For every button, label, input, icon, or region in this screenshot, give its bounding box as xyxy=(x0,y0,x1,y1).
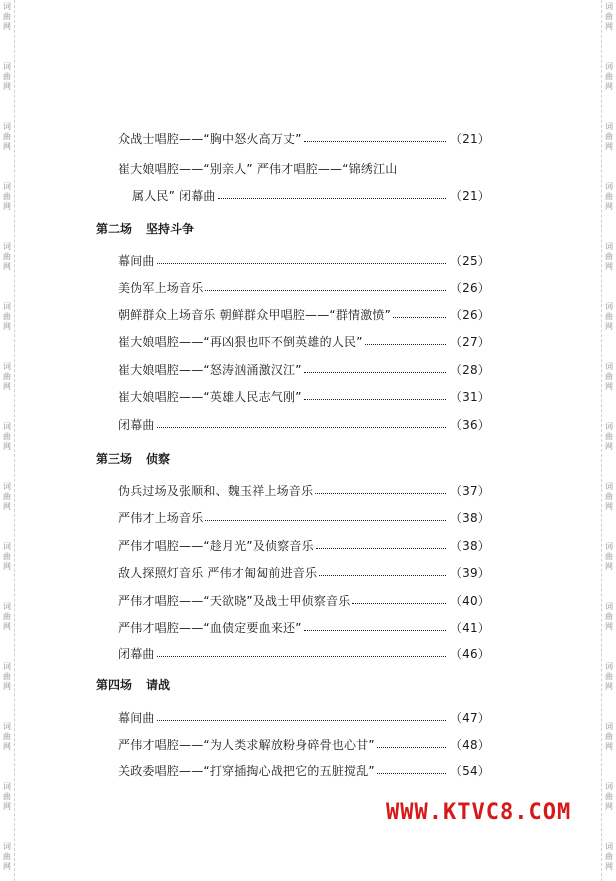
toc-entry-title: 敌人探照灯音乐 严伟才匍匐前进音乐 xyxy=(118,565,318,580)
watermark-text: 词曲网 xyxy=(3,542,11,571)
toc-entry-page: （46） xyxy=(449,646,490,661)
watermark-text: 词曲网 xyxy=(3,302,11,331)
watermark-text: 词曲网 xyxy=(3,422,11,451)
toc-entry-page: （47） xyxy=(449,710,490,725)
section-label: 第二场 xyxy=(96,222,133,236)
dot-leader xyxy=(157,719,446,721)
watermark-text: 词曲网 xyxy=(605,362,613,391)
left-margin-watermark-column xyxy=(0,0,15,881)
toc-entry[interactable] xyxy=(118,507,490,527)
toc-entry-title: 严伟才唱腔——“为人类求解放粉身碎骨也心甘” xyxy=(118,737,375,752)
watermark-text: 词曲网 xyxy=(3,722,11,751)
toc-entry-title: 闭幕曲 xyxy=(118,646,155,661)
toc-entry[interactable] xyxy=(118,707,490,727)
watermark-text: 词曲网 xyxy=(3,62,11,91)
toc-entry-title: 崔大娘唱腔——“怒涛汹涌激汉江” xyxy=(118,362,302,377)
toc-entry-page: （26） xyxy=(449,280,490,295)
dot-leader xyxy=(304,140,446,142)
toc-entry-title: 美伪军上场音乐 xyxy=(118,280,204,295)
toc-entry[interactable] xyxy=(118,158,418,178)
dot-leader xyxy=(304,629,446,631)
toc-entry-title: 严伟才唱腔——“天欲晓”及战士甲侦察音乐 xyxy=(118,593,351,608)
toc-entry-title: 严伟才上场音乐 xyxy=(118,510,204,525)
watermark-text: 词曲网 xyxy=(605,242,613,271)
section-heading xyxy=(96,676,170,693)
toc-entry[interactable] xyxy=(118,414,490,434)
toc-entry[interactable] xyxy=(118,480,490,500)
toc-entry-title: 幕间曲 xyxy=(118,253,155,268)
toc-entry[interactable] xyxy=(118,277,490,297)
watermark-text: 词曲网 xyxy=(3,2,11,31)
dot-leader xyxy=(205,519,446,521)
watermark-text: 词曲网 xyxy=(3,182,11,211)
toc-entry-page: （25） xyxy=(449,253,490,268)
watermark-text: 词曲网 xyxy=(605,602,613,631)
watermark-text: 词曲网 xyxy=(3,602,11,631)
section-label: 第三场 xyxy=(96,452,133,466)
toc-entry-page: （40） xyxy=(449,593,490,608)
toc-entry-page: （26） xyxy=(449,307,490,322)
toc-entry-title: 崔大娘唱腔——“别亲人” 严伟才唱腔——“锦绣江山 xyxy=(118,161,398,176)
toc-entry-title: 朝鲜群众上场音乐 朝鲜群众甲唱腔——“群情激愤” xyxy=(118,307,392,322)
toc-entry-page: （28） xyxy=(449,362,490,377)
toc-entry[interactable] xyxy=(118,128,490,148)
toc-entry-page: （21） xyxy=(449,131,490,146)
right-margin-watermark-column xyxy=(601,0,616,881)
dot-leader xyxy=(304,371,446,373)
section-heading xyxy=(96,220,194,237)
watermark-text: 词曲网 xyxy=(3,362,11,391)
watermark-text: 词曲网 xyxy=(605,542,613,571)
toc-entry-title: 伪兵过场及张顺和、魏玉祥上场音乐 xyxy=(118,483,314,498)
watermark-text: 词曲网 xyxy=(605,782,613,811)
watermark-text: 词曲网 xyxy=(605,662,613,691)
dot-leader xyxy=(319,574,446,576)
dot-leader xyxy=(157,262,446,264)
watermark-text: 词曲网 xyxy=(605,722,613,751)
toc-entry-page: （36） xyxy=(449,417,490,432)
toc-entry[interactable] xyxy=(118,535,490,555)
section-title: 坚持斗争 xyxy=(146,222,195,236)
toc-entry[interactable] xyxy=(118,734,490,754)
toc-entry[interactable] xyxy=(118,386,490,406)
toc-entry-page: （31） xyxy=(449,389,490,404)
watermark-text: 词曲网 xyxy=(3,662,11,691)
watermark-text: 词曲网 xyxy=(605,122,613,151)
toc-entry-title: 严伟才唱腔——“血债定要血来还” xyxy=(118,620,302,635)
toc-entry-page: （48） xyxy=(449,737,490,752)
toc-entry-title: 属人民” 闭幕曲 xyxy=(132,188,216,203)
section-title: 侦察 xyxy=(146,452,171,466)
toc-entry-page: （38） xyxy=(449,510,490,525)
dot-leader xyxy=(377,772,446,774)
dot-leader xyxy=(316,547,446,549)
dot-leader xyxy=(157,655,446,657)
toc-entry-title: 崔大娘唱腔——“英雄人民志气刚” xyxy=(118,389,302,404)
toc-entry-title: 严伟才唱腔——“趁月光”及侦察音乐 xyxy=(118,538,314,553)
toc-entry-title: 幕间曲 xyxy=(118,710,155,725)
watermark-text: 词曲网 xyxy=(3,842,11,871)
toc-entry-page: （27） xyxy=(449,334,490,349)
watermark-text: 词曲网 xyxy=(3,782,11,811)
toc-entry[interactable] xyxy=(118,562,490,582)
toc-entry-page: （37） xyxy=(449,483,490,498)
section-label: 第四场 xyxy=(96,678,133,692)
watermark-text: 词曲网 xyxy=(605,182,613,211)
toc-entry[interactable] xyxy=(118,359,490,379)
dot-leader xyxy=(304,398,446,400)
dot-leader xyxy=(393,316,446,318)
toc-entry[interactable] xyxy=(118,590,490,610)
watermark-text: 词曲网 xyxy=(605,302,613,331)
watermark-text: 词曲网 xyxy=(605,62,613,91)
section-heading xyxy=(96,450,170,467)
toc-entry[interactable] xyxy=(118,643,490,663)
toc-entry[interactable] xyxy=(118,760,490,780)
toc-entry[interactable] xyxy=(132,185,490,205)
site-url-watermark[interactable]: WWW.KTVC8.COM xyxy=(386,800,572,825)
watermark-text: 词曲网 xyxy=(605,422,613,451)
dot-leader xyxy=(365,343,446,345)
section-title: 请战 xyxy=(146,678,171,692)
toc-entry-page: （38） xyxy=(449,538,490,553)
dot-leader xyxy=(315,492,446,494)
toc-entry-page: （39） xyxy=(449,565,490,580)
toc-entry[interactable] xyxy=(118,617,490,637)
toc-entry-title: 闭幕曲 xyxy=(118,417,155,432)
watermark-text: 词曲网 xyxy=(3,482,11,511)
dot-leader xyxy=(218,197,446,199)
dot-leader xyxy=(377,746,446,748)
toc-entry[interactable] xyxy=(118,250,490,270)
watermark-text: 词曲网 xyxy=(3,122,11,151)
watermark-text: 词曲网 xyxy=(605,842,613,871)
watermark-text: 词曲网 xyxy=(3,242,11,271)
toc-entry-title: 关政委唱腔——“打穿插掏心战把它的五脏搅乱” xyxy=(118,763,375,778)
watermark-text: 词曲网 xyxy=(605,482,613,511)
toc-entry[interactable] xyxy=(118,331,490,351)
toc-entry-title: 崔大娘唱腔——“再凶狠也吓不倒英雄的人民” xyxy=(118,334,363,349)
toc-entry[interactable] xyxy=(118,304,490,324)
toc-entry-page: （54） xyxy=(449,763,490,778)
toc-entry-page: （41） xyxy=(449,620,490,635)
toc-entry-title: 众战士唱腔——“胸中怒火高万丈” xyxy=(118,131,302,146)
dot-leader xyxy=(157,426,446,428)
dot-leader xyxy=(352,602,445,604)
toc-entry-page: （21） xyxy=(449,188,490,203)
dot-leader xyxy=(205,289,446,291)
watermark-text: 词曲网 xyxy=(605,2,613,31)
